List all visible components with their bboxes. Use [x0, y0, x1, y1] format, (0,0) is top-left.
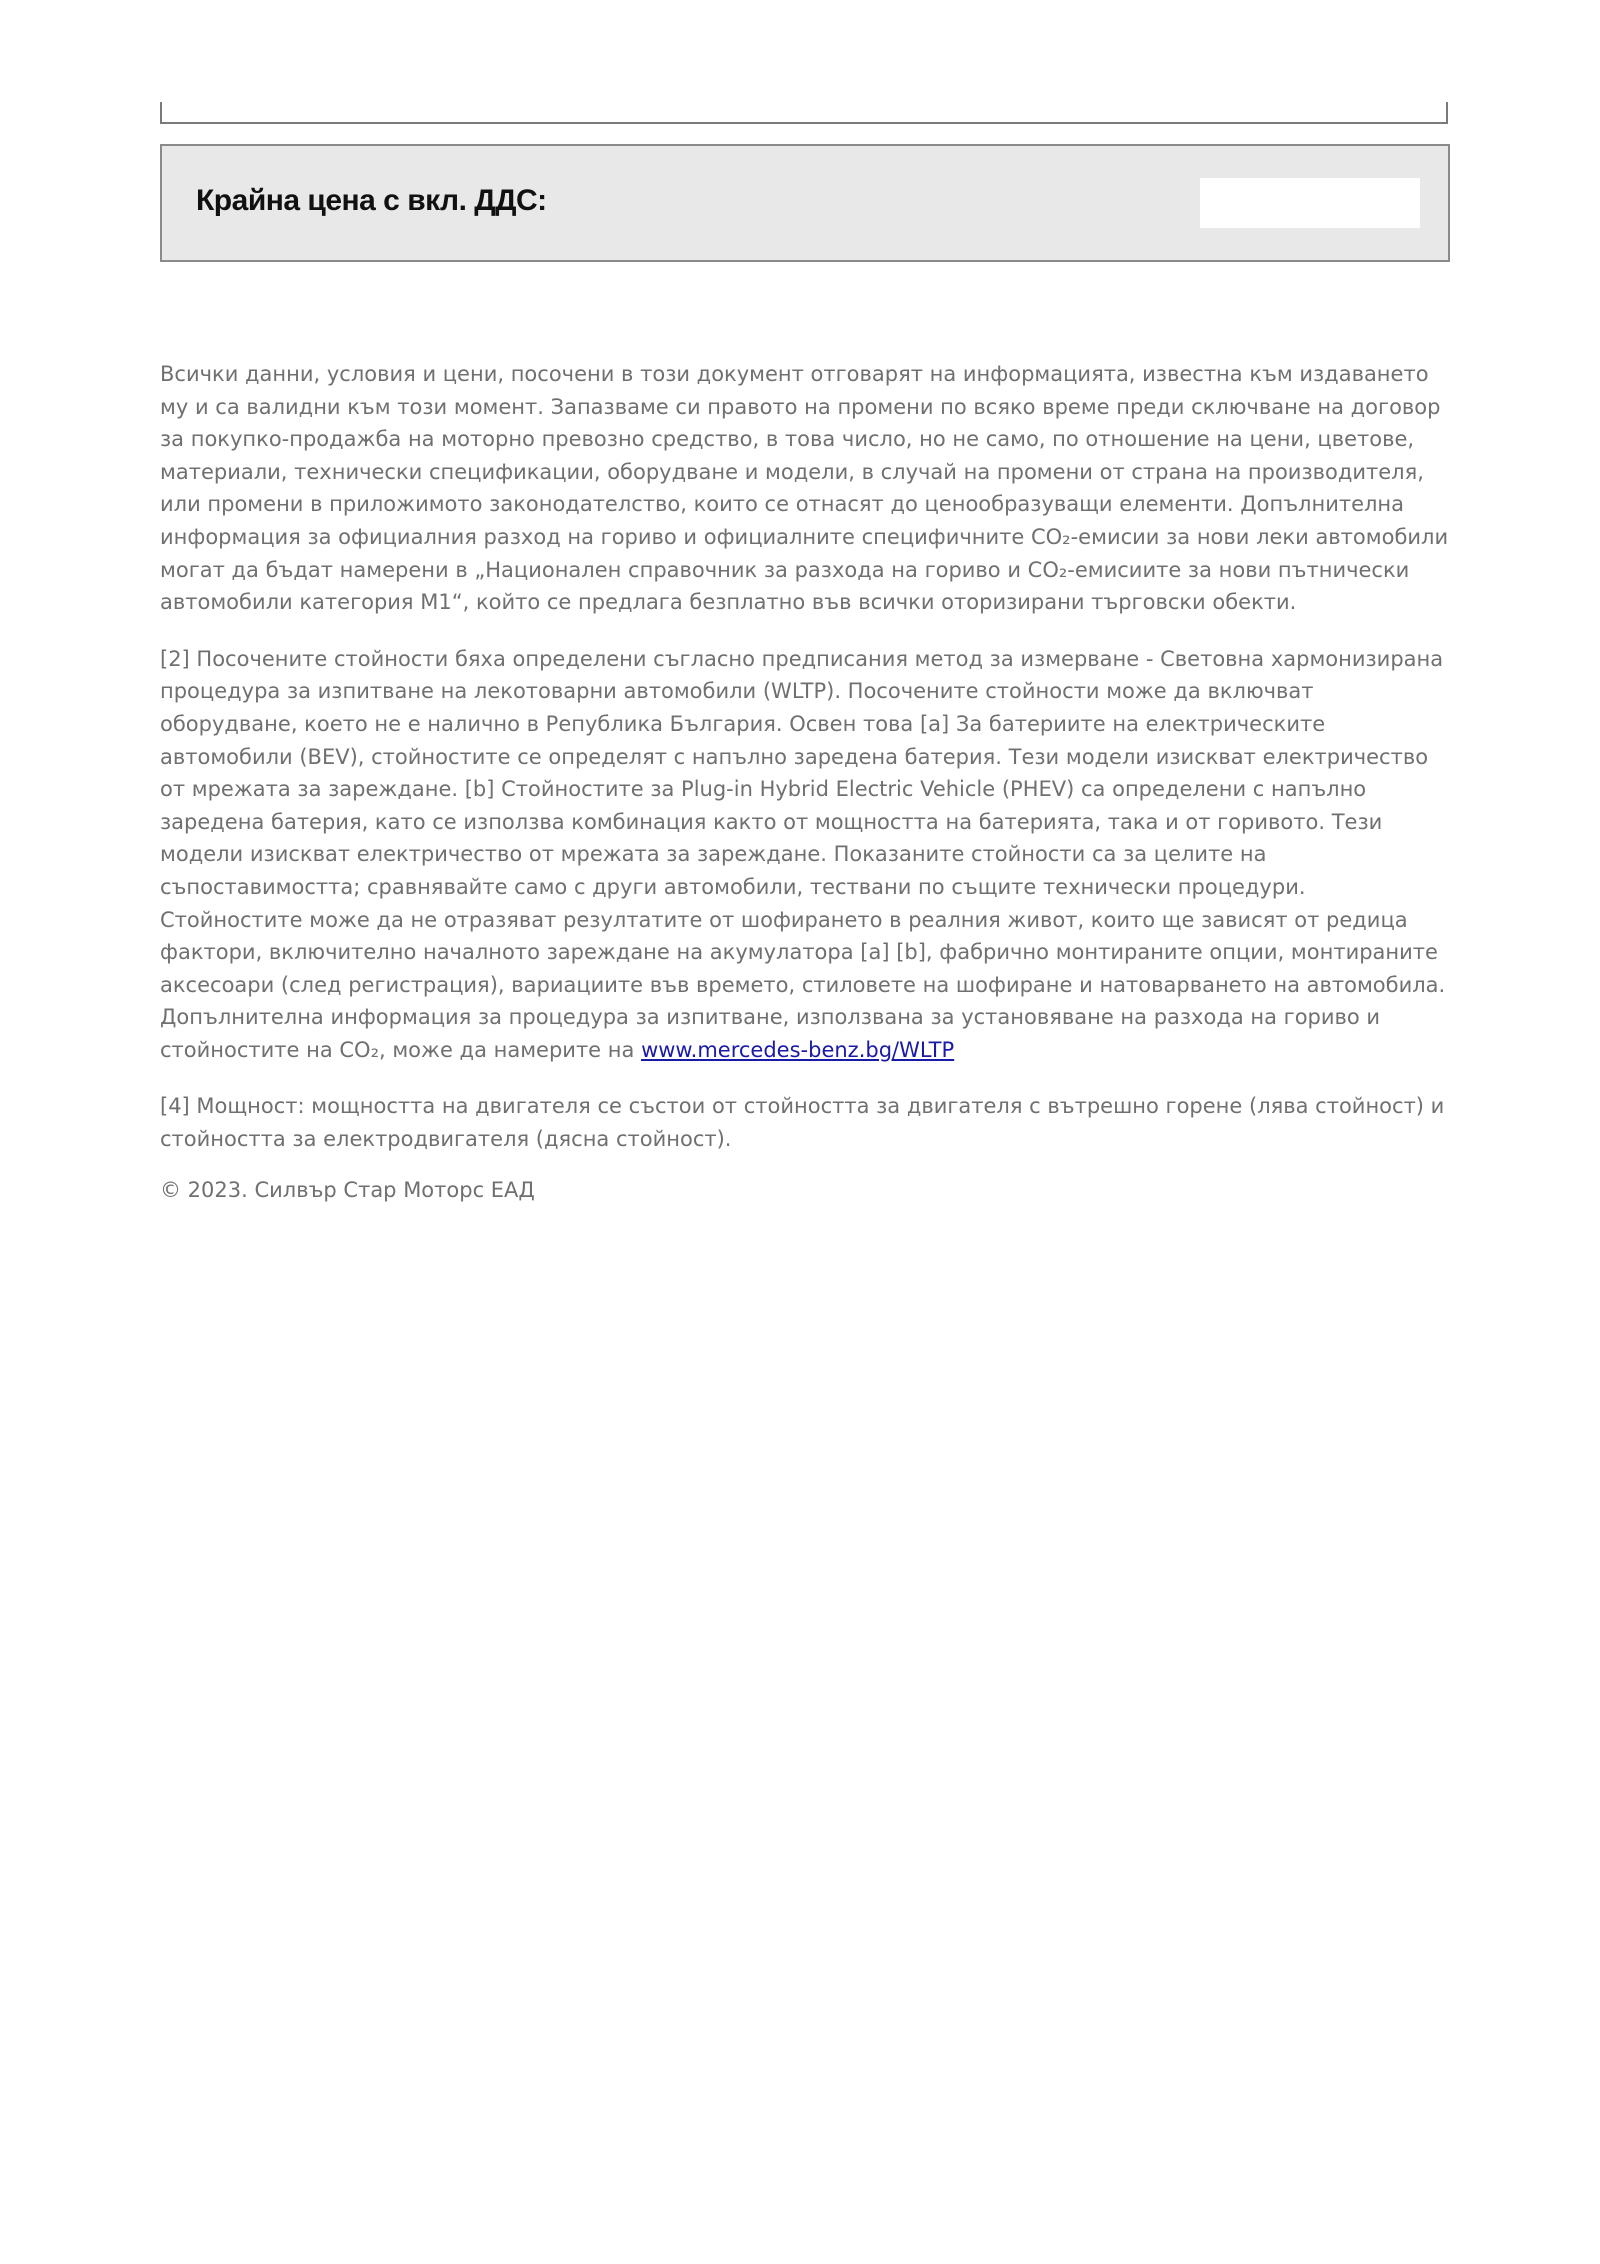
table-bottom-border — [160, 102, 1448, 124]
disclaimer-text: Всички данни, условия и цени, посочени в този документ отговарят на информацията, известна към издаването му и са валидни към този момент. Запазваме си правото на промени по всяко време преди сключване на договор за покупко-продажба на моторно превозно средство, в това число, но не само, по отношение на цени, цветове, материали, технически спецификации, оборудване и модели, в случай на промени от страна на производителя, или промени в приложимото законодателство, които се отнасят до ценообразуващи елементи. Допълнителна информация за официалния разход на гориво и официалните специфичните CO₂-емисии за нови леки автомобили могат да бъдат намерени в „Национален справочник за разхода на гориво и CO₂-емисиите за нови пътнически автомобили категория М1“, който се предлага безплатно във всички оторизирани търговски обекти. — [160, 362, 1449, 615]
wltp-footnote-text: [2] Посочените стойности бяха определени съгласно предписания метод за измерване - Световна хармонизирана процедура за изпитване на лекотоварни автомобили (WLTP). Посочените стойности може да включват оборудване, което не е налично в Република България. Освен това [a] За батериите на електрическите автомобили (BEV), стойностите се определят с напълно заредена батерия. Тези модели изискват електричество от мрежата за зареждане. [b] Стойностите за Plug-in Hybrid Electric Vehicle (PHEV) са определени с напълно заредена батерия, като се използва комбинация както от мощността на батерията, така и от горивото. Тези модели изискват електричество от мрежата за зареждане. Показаните стойности са за целите на съпоставимостта; сравнявайте само с други автомобили, тествани по същите технически процедури. Стойностите може да не отразяват резултатите от шофирането в реалния живот, които ще зависят от редица фактори, включително началното зареждане на акумулатора [a] [b], фабрично монтираните опции, монтираните аксесоари (след регистрация), вариациите във времето, стиловете на шофиране и натоварването на автомобила. Допълнителна информация за процедура за изпитване, използвана за установяване на разхода на гориво и стойностите на CO₂, може да намерите на — [160, 646, 1446, 1062]
copyright-text: © 2023. Силвър Стар Моторс ЕАД — [160, 1177, 535, 1202]
wltp-link[interactable]: www.mercedes-benz.bg/WLTP — [641, 1037, 955, 1062]
final-price-value — [1200, 178, 1420, 228]
power-footnote: [4] Мощност: мощността на двигателя се състои от стойността за двигателя с вътрешно горене (лява стойност) и стойността за електродвигателя (дясна стойност). — [160, 1094, 1445, 1152]
wltp-footnote — [160, 643, 1452, 1067]
final-price-label: Крайна цена с вкл. ДДС: — [196, 184, 547, 217]
final-price-box — [160, 144, 1450, 262]
footnotes — [160, 358, 1452, 1230]
